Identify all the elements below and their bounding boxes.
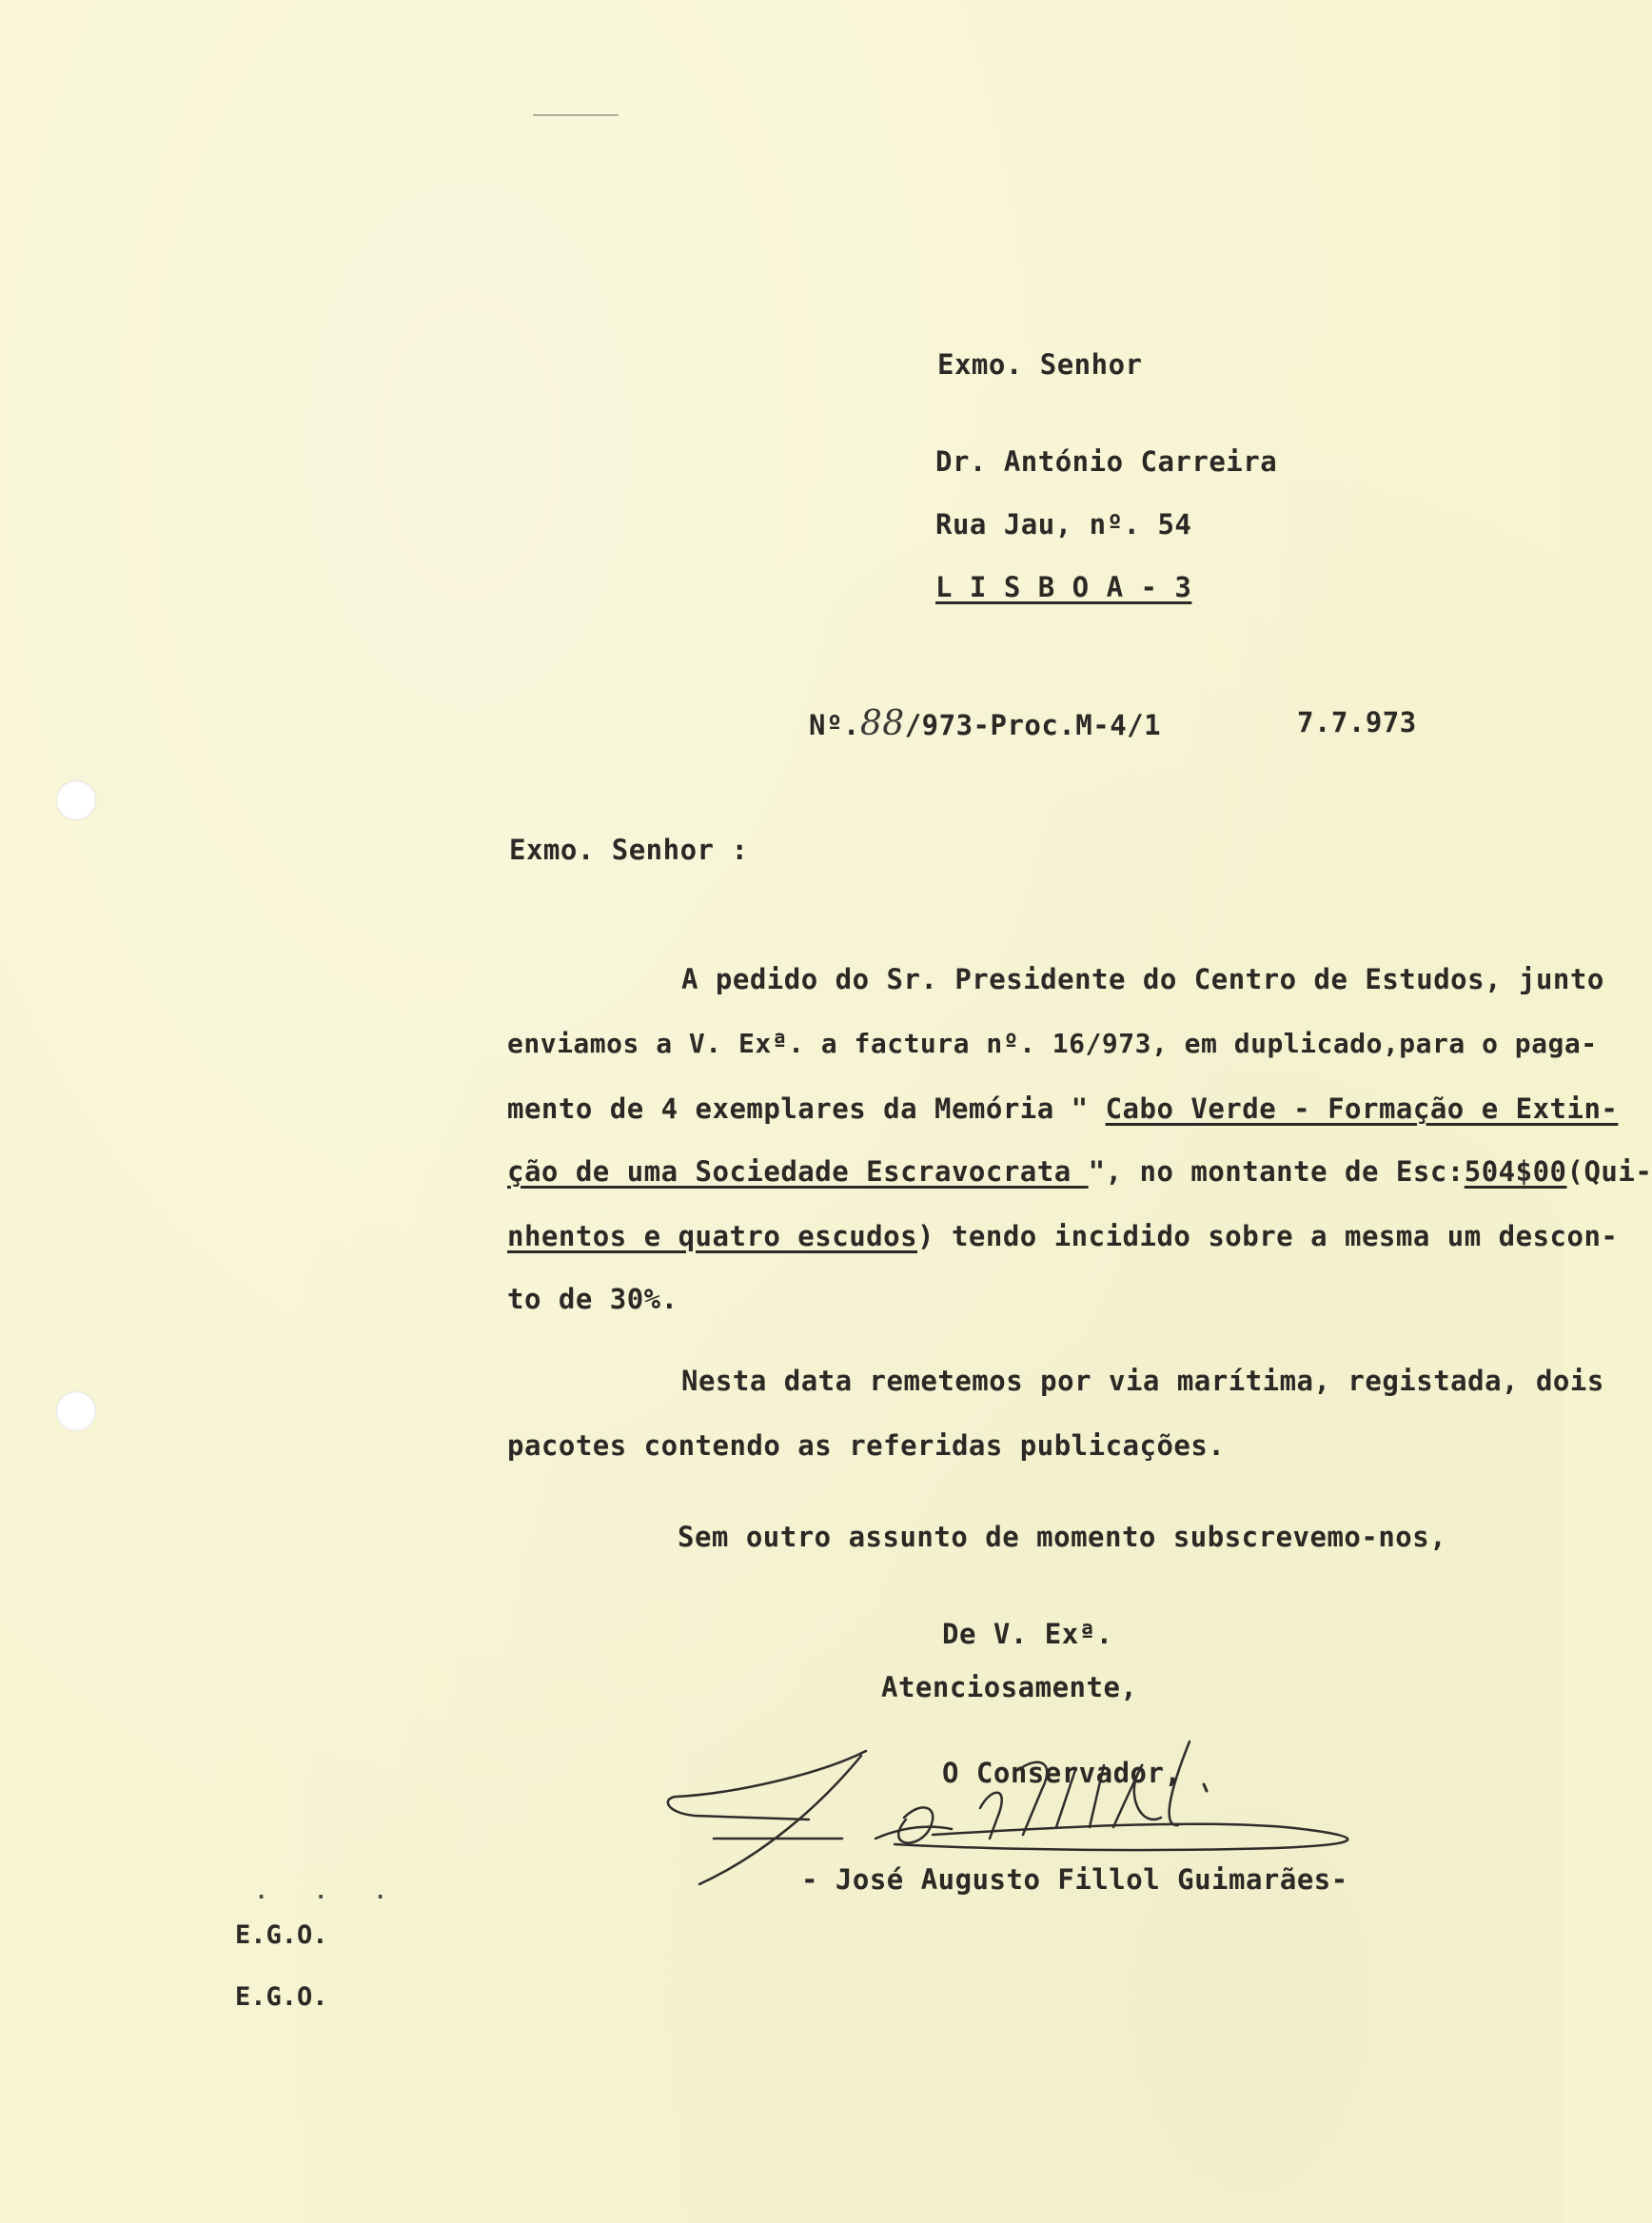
signatory-name: - José Augusto Fillol Guimarães- <box>801 1863 1348 1896</box>
reference-handwritten-number: 88 <box>859 704 905 743</box>
recipient-salutation: Exmo. Senhor <box>937 348 1143 381</box>
paragraph-3-line-1: Sem outro assunto de momento subscrevemo-nos, <box>678 1521 1447 1553</box>
punch-hole-bottom <box>56 1391 96 1431</box>
amount-in-words: nhentos e quatro escudos <box>507 1220 918 1252</box>
paragraph-1-line-1: A pedido do Sr. Presidente do Centro de Estudos, junto <box>681 963 1604 995</box>
paragraph-1-line-6: to de 30%. <box>507 1283 678 1315</box>
invoice-amount: 504$00 <box>1464 1155 1567 1188</box>
closing-line-1: De V. Exª. <box>942 1618 1113 1650</box>
publication-title-part-2: ção de uma Sociedade Escravocrata <box>507 1155 1089 1188</box>
amount-words-open: (Qui- <box>1566 1155 1652 1188</box>
signatory-title: O Conservador, <box>942 1757 1182 1789</box>
initials-dots: . . . <box>255 1880 404 1904</box>
recipient-city: L I S B O A - 3 <box>935 571 1192 603</box>
paragraph-1-line-5 <box>507 1220 1618 1252</box>
recipient-street: Rua Jau, nº. 54 <box>935 508 1192 541</box>
publication-title-part-1: Cabo Verde - Formação e Extin- <box>1105 1092 1619 1125</box>
amount-intro: ", no montante de Esc: <box>1088 1155 1465 1188</box>
reference-prefix: Nº. <box>809 709 860 741</box>
paper-mark <box>533 114 619 116</box>
letter-greeting: Exmo. Senhor : <box>509 834 749 866</box>
memoria-intro: mento de 4 exemplares da Memória " <box>507 1092 1106 1125</box>
reference-line <box>809 704 1161 743</box>
recipient-name: Dr. António Carreira <box>935 445 1278 478</box>
paragraph-1-line-4 <box>507 1155 1652 1188</box>
discount-text: ) tendo incidido sobre a mesma um descon- <box>917 1220 1619 1252</box>
paragraph-2-line-2: pacotes contendo as referidas publicações. <box>507 1429 1226 1462</box>
paragraph-1-line-2: enviamos a V. Exª. a factura nº. 16/973, em duplicado,para o paga- <box>507 1028 1598 1059</box>
letter-date: 7.7.973 <box>1297 706 1417 738</box>
initials-line-1: E.G.O. <box>235 1920 328 1950</box>
reference-suffix: /973-Proc.M-4/1 <box>904 709 1162 741</box>
paragraph-2-line-1: Nesta data remetemos por via marítima, registada, dois <box>681 1365 1604 1397</box>
closing-line-2: Atenciosamente, <box>881 1671 1138 1703</box>
paragraph-1-line-3 <box>507 1092 1618 1125</box>
initials-line-2: E.G.O. <box>235 1982 328 2012</box>
punch-hole-top <box>56 780 96 820</box>
